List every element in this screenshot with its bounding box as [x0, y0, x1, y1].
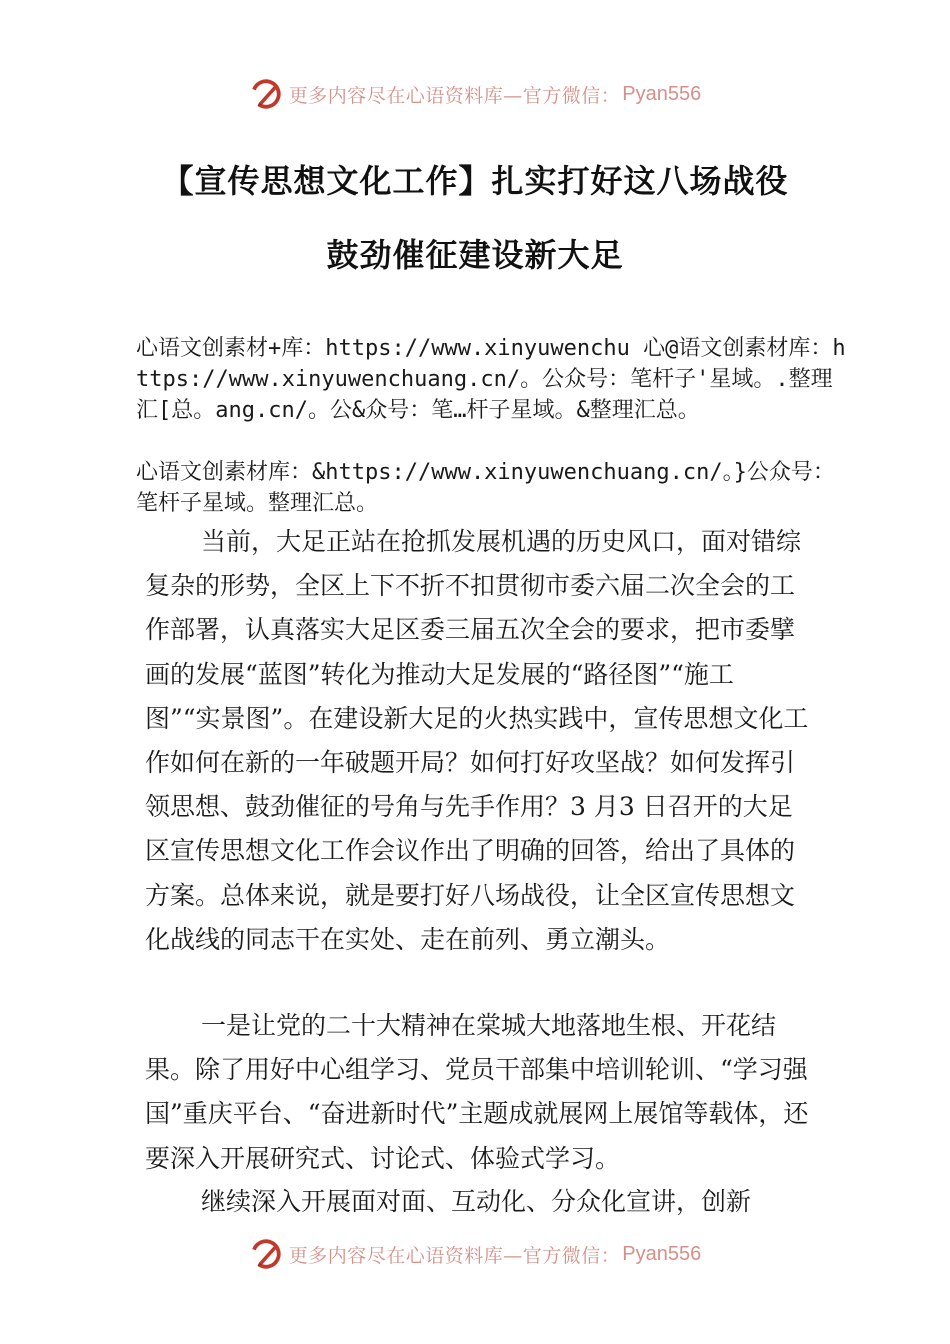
body-paragraph-2: [145, 1004, 809, 1181]
banner-text: 更多内容尽在心语资料库—官方微信：: [288, 1244, 621, 1267]
paragraph-text: 一是让党的二十大精神在棠城大地落地生根、开花结果。除了用好中心组学习、党员干部集中培训轮训、“学习强国”重庆平台、“奋进新时代”主题成就展网上展馆等载体，还要深入开展研究式、讨论式、体验式学习。: [145, 1011, 809, 1173]
banner-wechat-id: Pyan556: [622, 82, 702, 105]
document-title-line1: 【宣传思想文化工作】扎实打好这八场战役: [161, 162, 789, 200]
brush-logo-icon: [249, 1237, 283, 1271]
source-note-2: 心语文创素材库：&https://www.xinyuwenchuang.cn/。}公众号：笔杆子星域。整理汇总。: [136, 460, 835, 516]
source-note-1: 心语文创素材+库：https://www.xinyuwenchu 心@语文创素材库：https://www.xinyuwenchuang.cn/。公众号：笔杆子'星域。.整理汇[总。ang.cn/。公&众号：笔…杆子星域。&整理汇总。: [136, 336, 846, 423]
header-banner: [0, 72, 950, 116]
body-paragraph-1: [145, 520, 809, 962]
footer-banner: [0, 1232, 950, 1276]
body-paragraph-3: [145, 1180, 809, 1224]
document-title-line2: 鼓劲催征建设新大足: [326, 236, 624, 274]
paragraph-text: 继续深入开展面对面、互动化、分众化宣讲，创新: [201, 1187, 752, 1216]
paragraph-text: 当前，大足正站在抢抓发展机遇的历史风口，面对错综复杂的形势，全区上下不折不扣贯彻市委六届二次全会的工作部署，认真落实大足区委三届五次全会的要求，把市委擘画的发展“蓝图”转化为推动大足发展的“路径图”“施工图”“实景图”。在建设新大足的火热实践中，宣传思想文化工作如何在新的一年破题开局？如何打好攻坚战？如何发挥引领思想、鼓劲催征的号角与先手作用？3 月3 日召开的大足区宣传思想文化工作会议作出了明确的回答，给出了具体的方案。总体来说，就是要打好八场战役，让全区宣传思想文化战线的同志干在实处、走在前列、勇立潮头。: [145, 527, 809, 954]
banner-text: 更多内容尽在心语资料库—官方微信：: [288, 84, 621, 107]
brush-logo-icon: [249, 77, 283, 111]
banner-wechat-id: Pyan556: [622, 1242, 702, 1265]
